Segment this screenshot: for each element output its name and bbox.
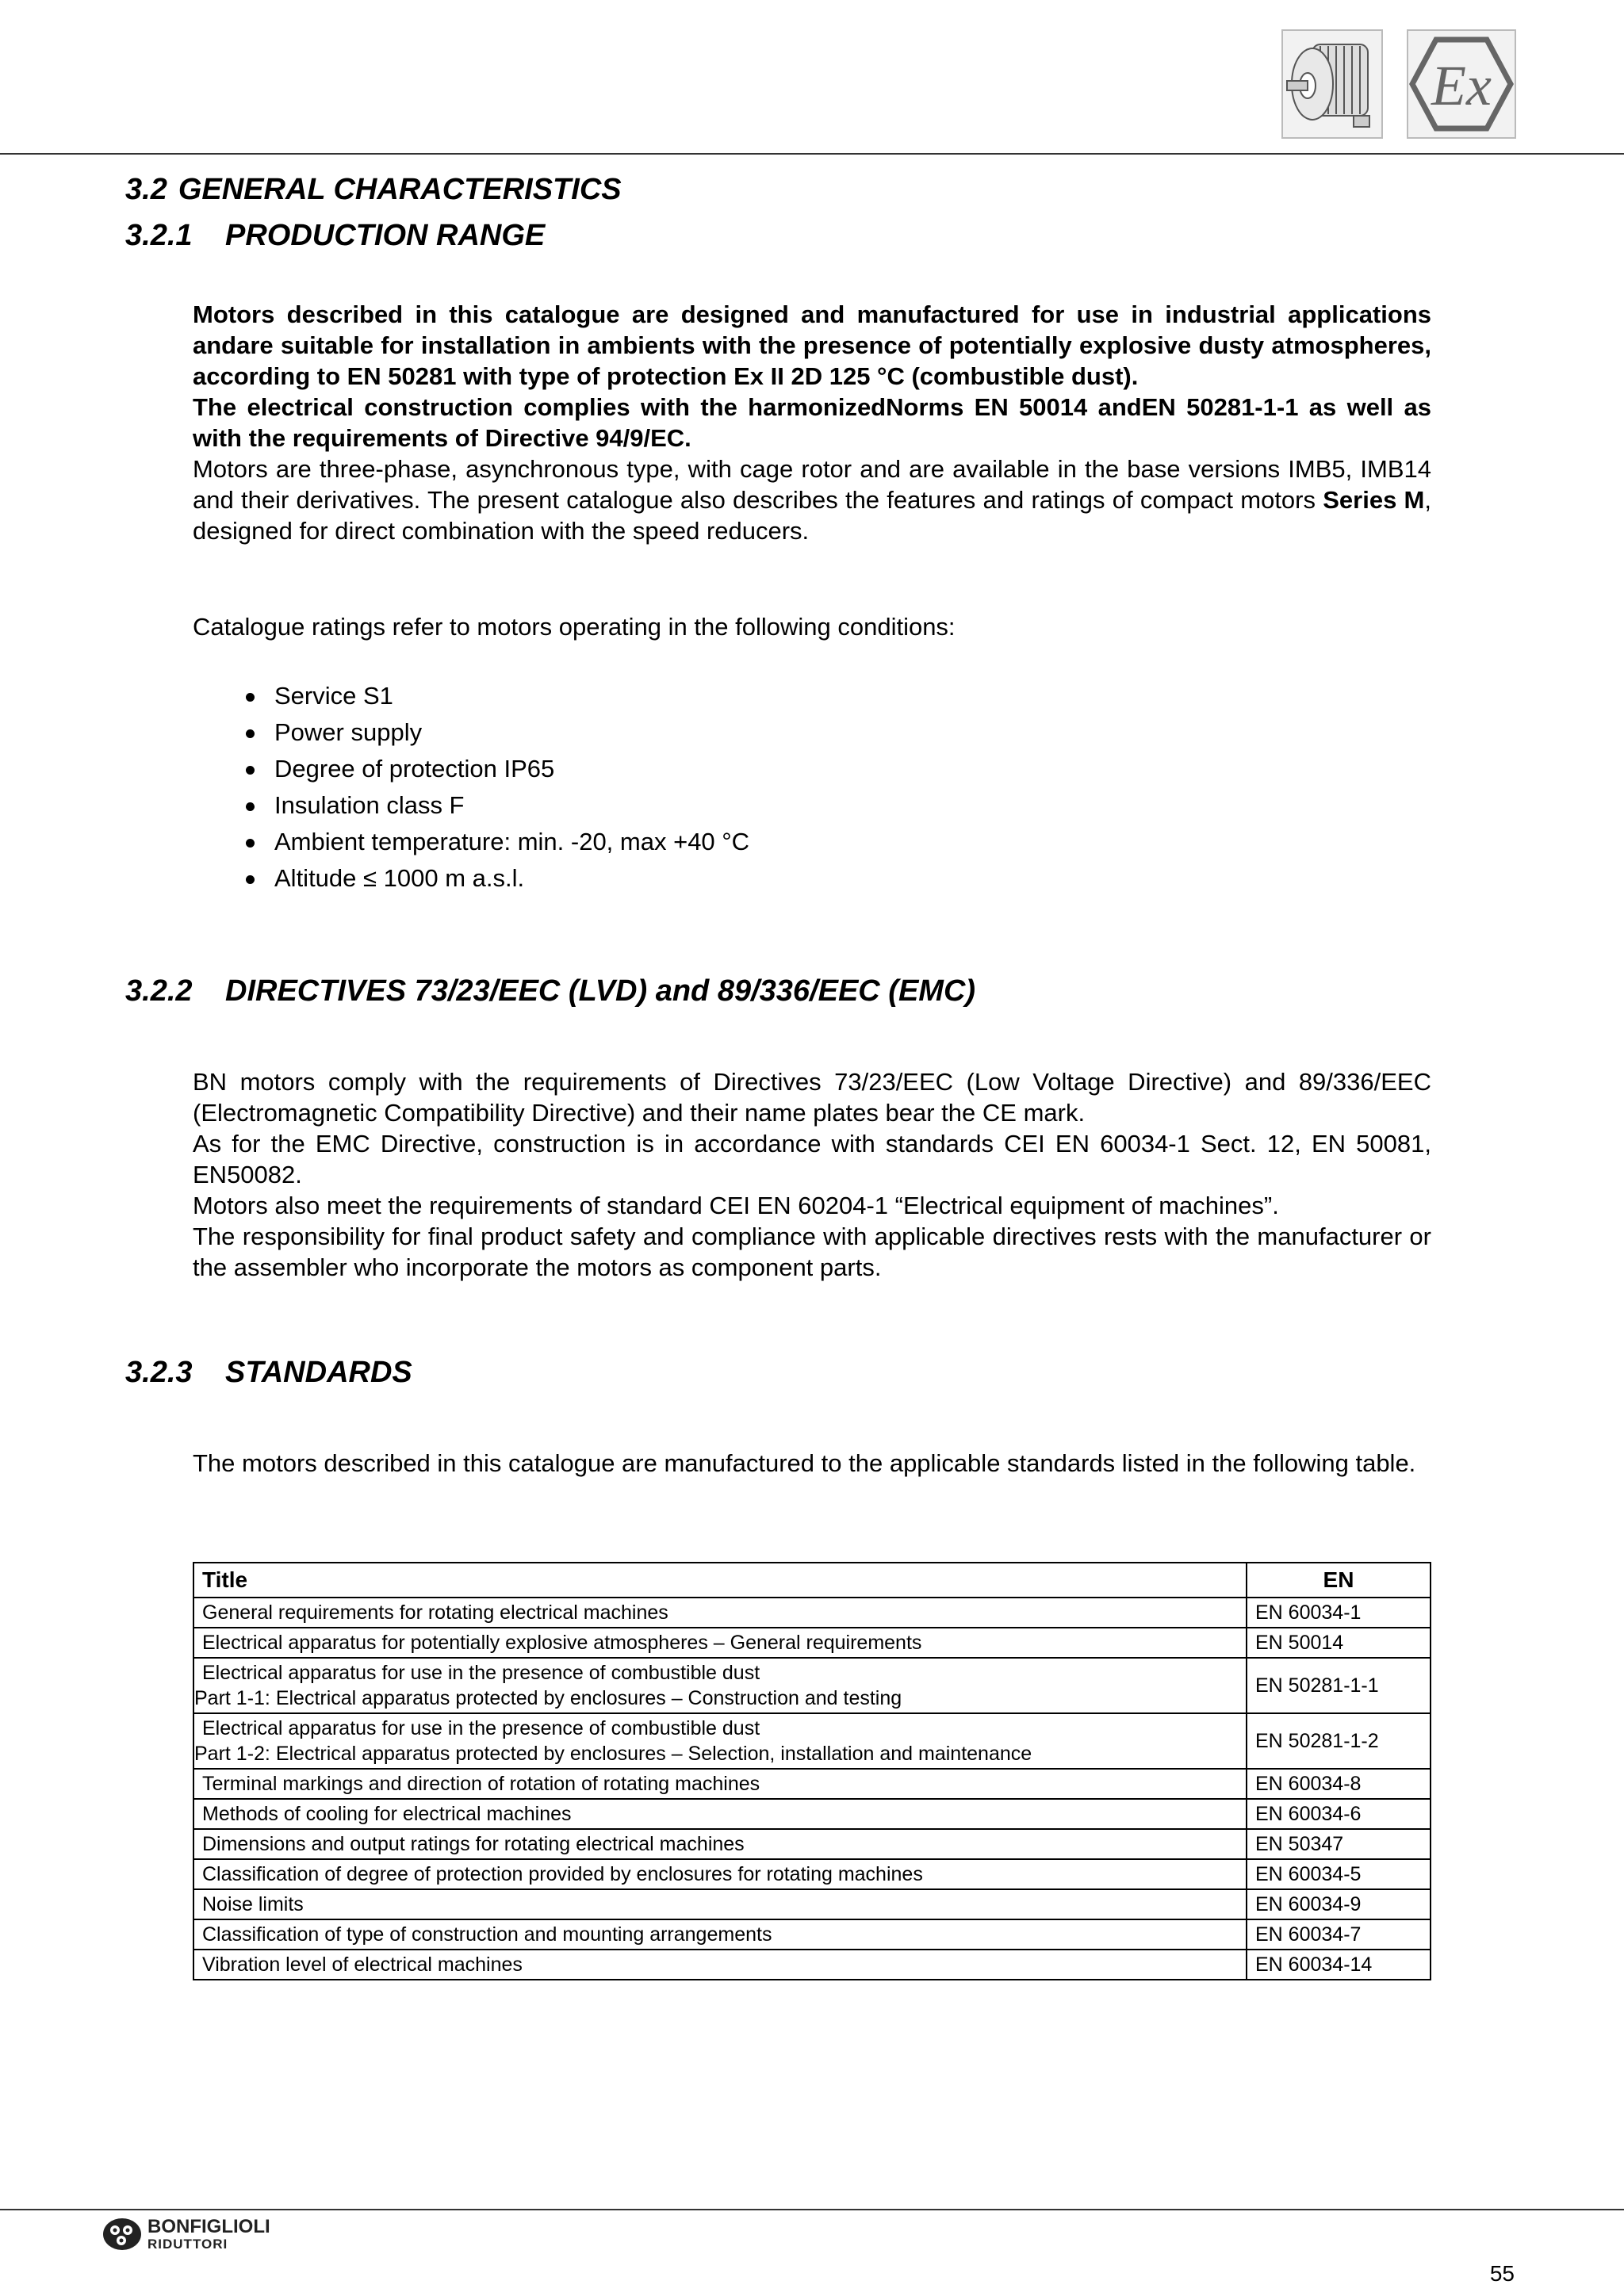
heading-3-2-3: 3.2.3 STANDARDS <box>125 1356 412 1389</box>
standard-title: General requirements for rotating electrical machines <box>193 1598 1247 1628</box>
standard-en: EN 50014 <box>1247 1628 1431 1658</box>
column-header-title: Title <box>193 1563 1247 1598</box>
list-item: Power supply <box>193 714 749 751</box>
standard-title-line2: Part 1-2: Electrical apparatus protected by enclosures – Selection, installation and maintenance <box>194 1743 1032 1765</box>
table-row <box>193 1919 1431 1950</box>
table-row <box>193 1769 1431 1799</box>
column-header-en: EN <box>1247 1563 1431 1598</box>
table-row <box>193 1658 1431 1713</box>
standard-en: EN 60034-8 <box>1247 1769 1431 1799</box>
standard-en: EN 50281-1-1 <box>1247 1658 1431 1713</box>
standard-title: Vibration level of electrical machines <box>193 1950 1247 1980</box>
standard-en: EN 60034-7 <box>1247 1919 1431 1950</box>
standard-en: EN 60034-5 <box>1247 1859 1431 1889</box>
standard-en: EN 60034-9 <box>1247 1889 1431 1919</box>
standard-en: EN 60034-1 <box>1247 1598 1431 1628</box>
standard-title: Electrical apparatus for potentially explosive atmospheres – General requirements <box>193 1628 1247 1658</box>
brand-logo-text: BONFIGLIOLI RIDUTTORI <box>147 2216 270 2252</box>
page-number: 55 <box>1489 2261 1515 2286</box>
svg-text:Ex: Ex <box>1431 54 1492 117</box>
table-row <box>193 1713 1431 1769</box>
table-row <box>193 1889 1431 1919</box>
table-row <box>193 1950 1431 1980</box>
conditions-intro: Catalogue ratings refer to motors operating in the following conditions: <box>193 613 956 641</box>
standard-title-line1: Electrical apparatus for use in the presence of combustible dust <box>202 1717 760 1739</box>
header-rule <box>0 153 1624 155</box>
standards-intro: The motors described in this catalogue are manufactured to the applicable standards listed in the following table. <box>193 1449 1416 1477</box>
table-header-row <box>193 1563 1431 1598</box>
ex-atex-icon <box>1406 29 1517 140</box>
table-row <box>193 1829 1431 1859</box>
conditions-list <box>193 678 749 897</box>
table-row <box>193 1628 1431 1658</box>
table-row <box>193 1859 1431 1889</box>
bonfiglioli-logo-icon <box>102 2217 143 2252</box>
list-item: Insulation class F <box>193 787 749 824</box>
standard-en: EN 50281-1-2 <box>1247 1713 1431 1769</box>
motors-description: Motors are three-phase, asynchronous type, with cage rotor and are available in the base versions IMB5, IMB14 and their derivatives. The present catalogue also describes the features and ratings of compact motors Series M, designed for direct combination with the speed reducers. <box>193 455 1431 545</box>
motor-icon <box>1281 29 1384 140</box>
standard-title: Methods of cooling for electrical machines <box>193 1799 1247 1829</box>
standard-title <box>193 1713 1247 1769</box>
production-range-text: Motors described in this catalogue are designed and manufactured for use in industrial applications andare suitable for installation in ambients with the presence of potentially explosive dusty atmospheres, according to EN 50281 with type of protection Ex II 2D 125 °C (combustible dust). The electrical construction complies with the harmonizedNorms EN 50014 andEN 50281-1-1 as well as with the requirements of Directive 94/9/EC. Motors are three-phase, asynchronous type, with cage rotor and are available in the base versions IMB5, IMB14 and their derivatives. The present catalogue also describes the features and ratings of compact motors Series M, designed for direct combination with the speed reducers. <box>193 300 1431 545</box>
standard-title: Terminal markings and direction of rotation of rotating machines <box>193 1769 1247 1799</box>
directives-text: BN motors comply with the requirements of Directives 73/23/EEC (Low Voltage Directive) and 89/336/EEC (Electromagnetic Compatibility Directive) and their name plates bear the CE mark. As for the EMC Directive, construction is in accordance with standards CEI EN 60034-1 Sect. 12, EN 50081, EN50082. Motors also meet the requirements of standard CEI EN 60204-1 “Electrical equipment of machines”. The responsibility for final product safety and compliance with applicable directives rests with the manufacturer or the assembler who incorporate the motors as component parts. <box>193 1068 1431 1281</box>
standard-title-line1: Electrical apparatus for use in the presence of combustible dust <box>202 1662 760 1684</box>
list-item: Ambient temperature: min. -20, max +40 °C <box>193 824 749 860</box>
list-item: Altitude ≤ 1000 m a.s.l. <box>193 860 749 897</box>
standards-table <box>193 1562 1431 1980</box>
standard-en: EN 60034-6 <box>1247 1799 1431 1829</box>
footer-rule <box>0 2209 1624 2210</box>
heading-3-2-1: 3.2.1 PRODUCTION RANGE <box>125 219 546 252</box>
standard-title-line2: Part 1-1: Electrical apparatus protected by enclosures – Construction and testing <box>194 1687 902 1709</box>
standard-title: Classification of type of construction and mounting arrangements <box>193 1919 1247 1950</box>
list-item: Degree of protection IP65 <box>193 751 749 787</box>
standard-en: EN 50347 <box>1247 1829 1431 1859</box>
table-row <box>193 1799 1431 1829</box>
standard-title: Noise limits <box>193 1889 1247 1919</box>
standard-title: Dimensions and output ratings for rotating electrical machines <box>193 1829 1247 1859</box>
heading-3-2: 3.2 GENERAL CHARACTERISTICS <box>125 173 622 206</box>
standard-title: Classification of degree of protection provided by enclosures for rotating machines <box>193 1859 1247 1889</box>
heading-3-2-2: 3.2.2 DIRECTIVES 73/23/EEC (LVD) and 89/336/EEC (EMC) <box>125 974 976 1008</box>
standard-en: EN 60034-14 <box>1247 1950 1431 1980</box>
list-item: Service S1 <box>193 678 749 714</box>
standard-title <box>193 1658 1247 1713</box>
table-row <box>193 1598 1431 1628</box>
